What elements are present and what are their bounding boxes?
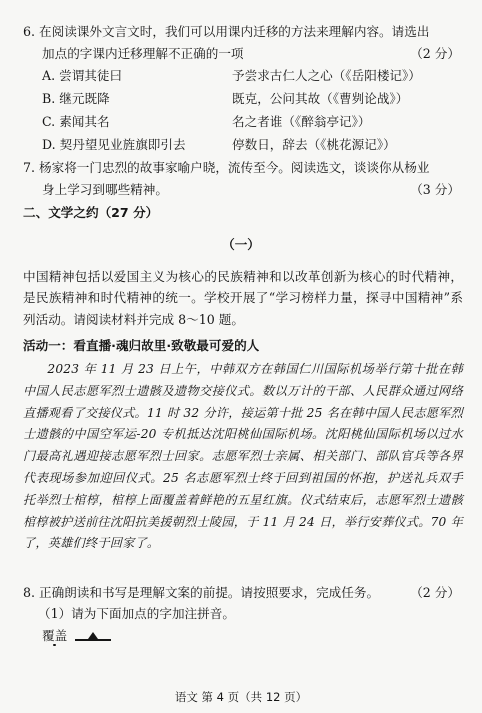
q8-line1: 8. 正确朗读和书写是理解文案的前提。请按照要求，完成任务。 bbox=[23, 585, 380, 600]
q8-score: （2 分） bbox=[410, 585, 460, 600]
page-footer: 语文 第 4 页（共 12 页） bbox=[174, 690, 308, 704]
pinyin-answer-blank[interactable] bbox=[75, 632, 111, 642]
q7-line1: 7. 杨家将一门忠烈的故事家喻户晓，流传至今。阅读选文，谈谈你从杨业 bbox=[23, 160, 430, 175]
news-passage: 2023 年 11 月 23 日上午，中韩双方在韩国仁川国际机场举行第十批在韩中国人民志愿军烈士遗骸及遗物交接仪式。数以万计的干部、人民群众通过网络直播观看了交接仪式。11 时 32 分许，接运第十批 25 名在韩中国人民志愿军烈士遗骸的中国空军运-20 专机抵达沈阳桃仙国际机场。沈阳桃仙国际机场以过水门最高礼遇迎接志愿军烈士回家。志愿军烈士亲属、相关部门、部队官兵等各界代表现场参加迎回仪式。25 名志愿军烈士终于回到祖国的怀抱，护送礼兵双手托举烈士棺椁，棺椁上面覆盖着鲜艳的五星红旗。仪式结束后，志愿军烈士遗骸棺椁被护送前往沈阳抗美援朝烈士陵园，于 11 月 24 日，举行安葬仪式。70 年了，英雄们终于回家了。 bbox=[23, 362, 463, 551]
q8-word-row bbox=[42, 628, 482, 644]
q6-option-c: C. 素闻其名 bbox=[42, 114, 110, 129]
q6-line2: 加点的字课内迁移理解不正确的一项 bbox=[42, 46, 244, 61]
triangle-icon bbox=[88, 632, 98, 639]
q6-option-a: A. 尝谓其徒曰 bbox=[42, 68, 123, 83]
q6-option-d-ref: 停数日，辞去（《桃花源记》） bbox=[232, 137, 396, 152]
section-title: 二、文学之约（27 分） bbox=[23, 205, 159, 220]
q6-option-b-ref: 既克，公问其故（《曹刿论战》） bbox=[232, 91, 409, 106]
q8-sub1: （1）请为下面加点的字加注拼音。 bbox=[38, 606, 235, 621]
activity-heading: 活动一：看直播·魂归故里·致敬最可爱的人 bbox=[23, 338, 260, 353]
q7-line2: 身上学习到哪些精神。 bbox=[42, 182, 168, 197]
q8-word: 覆盖 bbox=[42, 628, 68, 643]
q7-score: （3 分） bbox=[410, 182, 460, 197]
q6-option-c-ref: 名之者谁（《醉翁亭记》） bbox=[232, 114, 371, 129]
q6-option-b: B. 继元既降 bbox=[42, 91, 110, 106]
q6-option-d: D. 契丹望见业旌旗即引去 bbox=[42, 137, 186, 152]
q6-score: （2 分） bbox=[410, 46, 460, 61]
q6-option-a-ref: 予尝求古仁人之心（《岳阳楼记》） bbox=[232, 68, 421, 83]
section-subtitle: （一） bbox=[222, 237, 260, 252]
q6-line1: 6. 在阅读课外文言文时，我们可以用课内迁移的方法来理解内容。请选出 bbox=[23, 24, 430, 39]
section-intro: 中国精神包括以爱国主义为核心的民族精神和以改革创新为核心的时代精神，是民族精神和时代精神的统一。学校开展了“学习榜样力量，探寻中国精神”系列活动。请阅读材料并完成 8～10 题。 bbox=[23, 269, 463, 327]
